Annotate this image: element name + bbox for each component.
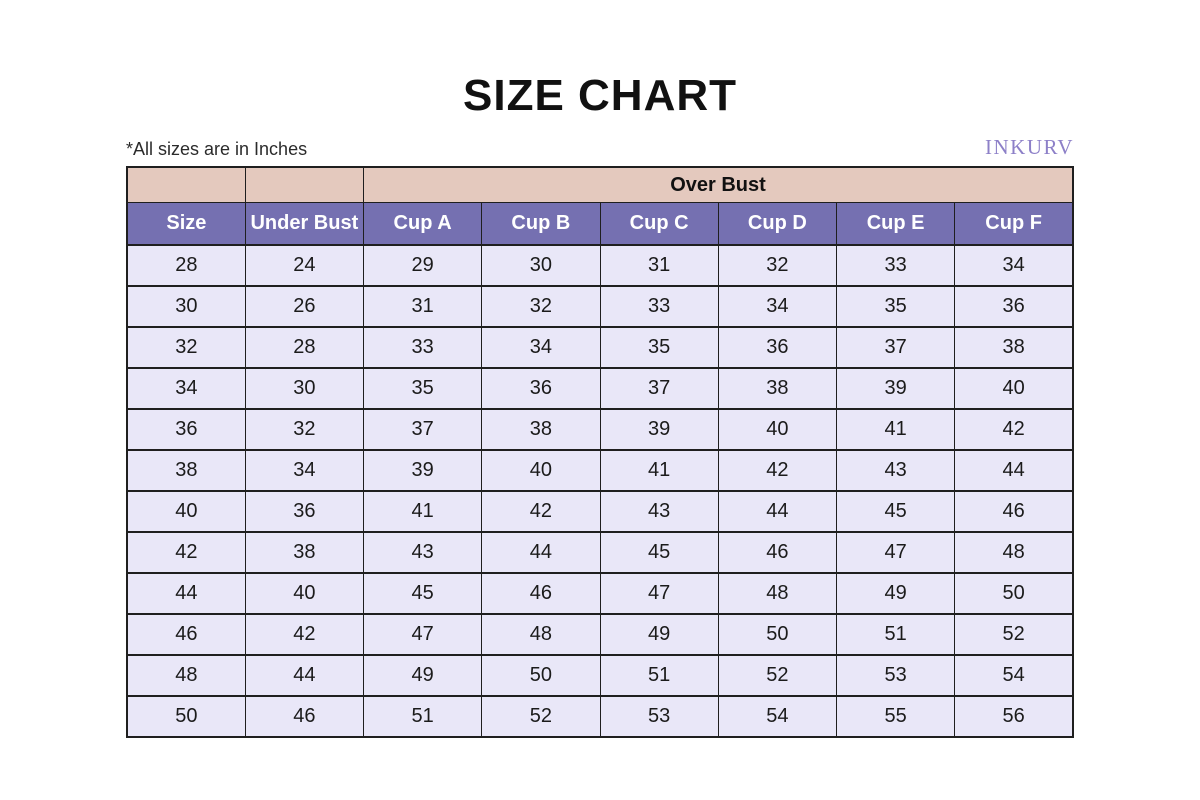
table-cell: 54 (718, 696, 836, 737)
table-cell: 49 (600, 614, 718, 655)
table-cell: 52 (955, 614, 1073, 655)
table-cell: 52 (718, 655, 836, 696)
table-cell: 41 (837, 409, 955, 450)
table-cell: 42 (718, 450, 836, 491)
table-cell: 49 (364, 655, 482, 696)
column-header-cup-b: Cup B (482, 203, 600, 246)
table-cell: 43 (837, 450, 955, 491)
table-cell: 53 (837, 655, 955, 696)
table-cell: 30 (245, 368, 363, 409)
table-cell: 39 (364, 450, 482, 491)
table-cell: 40 (955, 368, 1073, 409)
table-cell: 31 (600, 245, 718, 286)
table-cell: 46 (955, 491, 1073, 532)
table-cell: 38 (245, 532, 363, 573)
table-cell: 45 (600, 532, 718, 573)
table-cell: 35 (837, 286, 955, 327)
table-cell: 28 (127, 245, 245, 286)
table-cell: 28 (245, 327, 363, 368)
table-cell: 43 (600, 491, 718, 532)
table-cell: 46 (127, 614, 245, 655)
table-cell: 47 (837, 532, 955, 573)
table-cell: 48 (127, 655, 245, 696)
column-header-size: Size (127, 203, 245, 246)
table-cell: 39 (600, 409, 718, 450)
table-cell: 50 (482, 655, 600, 696)
column-header-cup-a: Cup A (364, 203, 482, 246)
table-cell: 53 (600, 696, 718, 737)
table-cell: 26 (245, 286, 363, 327)
table-cell: 50 (127, 696, 245, 737)
empty-cell-size-column (127, 167, 245, 203)
table-row (127, 491, 1073, 532)
size-table-body (127, 245, 1073, 737)
table-cell: 44 (127, 573, 245, 614)
units-note: *All sizes are in Inches (126, 139, 308, 159)
column-header-cup-e: Cup E (837, 203, 955, 246)
table-cell: 46 (482, 573, 600, 614)
table-cell: 36 (245, 491, 363, 532)
brand-logo: INKURV (985, 135, 1074, 159)
table-cell: 49 (837, 573, 955, 614)
table-cell: 34 (245, 450, 363, 491)
table-cell: 38 (127, 450, 245, 491)
table-cell: 24 (245, 245, 363, 286)
table-cell: 40 (245, 573, 363, 614)
table-cell: 40 (127, 491, 245, 532)
table-cell: 29 (364, 245, 482, 286)
column-header-under-bust: Under Bust (245, 203, 363, 246)
table-cell: 44 (718, 491, 836, 532)
column-header-cup-d: Cup D (718, 203, 836, 246)
table-cell: 40 (718, 409, 836, 450)
table-cell: 42 (245, 614, 363, 655)
table-row (127, 573, 1073, 614)
table-row (127, 327, 1073, 368)
table-cell: 47 (600, 573, 718, 614)
table-cell: 42 (127, 532, 245, 573)
table-cell: 35 (600, 327, 718, 368)
group-header-row (127, 167, 1073, 203)
page-title: SIZE CHART (463, 71, 737, 120)
column-header-cup-c: Cup C (600, 203, 718, 246)
table-cell: 33 (600, 286, 718, 327)
table-cell: 36 (955, 286, 1073, 327)
table-cell: 51 (600, 655, 718, 696)
table-cell: 51 (837, 614, 955, 655)
table-row (127, 409, 1073, 450)
table-cell: 42 (482, 491, 600, 532)
table-cell: 41 (600, 450, 718, 491)
column-header-cup-f: Cup F (955, 203, 1073, 246)
table-row (127, 450, 1073, 491)
empty-cell-underbust-column (245, 167, 363, 203)
table-row (127, 614, 1073, 655)
table-cell: 40 (482, 450, 600, 491)
meta-row (126, 135, 1074, 160)
table-cell: 50 (955, 573, 1073, 614)
table-cell: 51 (364, 696, 482, 737)
table-cell: 55 (837, 696, 955, 737)
table-cell: 48 (718, 573, 836, 614)
table-row (127, 286, 1073, 327)
table-cell: 43 (364, 532, 482, 573)
table-cell: 44 (955, 450, 1073, 491)
table-cell: 38 (955, 327, 1073, 368)
table-cell: 44 (482, 532, 600, 573)
table-cell: 33 (364, 327, 482, 368)
table-cell: 33 (837, 245, 955, 286)
table-cell: 36 (482, 368, 600, 409)
over-bust-group-header: Over Bust (364, 167, 1074, 203)
table-cell: 34 (127, 368, 245, 409)
column-header-row (127, 203, 1073, 246)
table-cell: 47 (364, 614, 482, 655)
table-cell: 56 (955, 696, 1073, 737)
table-row (127, 655, 1073, 696)
table-cell: 44 (245, 655, 363, 696)
table-row (127, 532, 1073, 573)
table-cell: 32 (718, 245, 836, 286)
table-cell: 45 (364, 573, 482, 614)
table-cell: 35 (364, 368, 482, 409)
table-cell: 48 (955, 532, 1073, 573)
size-chart-table (126, 166, 1074, 738)
table-cell: 46 (718, 532, 836, 573)
table-cell: 48 (482, 614, 600, 655)
table-cell: 31 (364, 286, 482, 327)
table-cell: 36 (127, 409, 245, 450)
table-cell: 30 (127, 286, 245, 327)
table-cell: 32 (127, 327, 245, 368)
table-row (127, 696, 1073, 737)
table-cell: 45 (837, 491, 955, 532)
table-cell: 37 (837, 327, 955, 368)
table-cell: 38 (718, 368, 836, 409)
table-cell: 38 (482, 409, 600, 450)
table-cell: 34 (955, 245, 1073, 286)
table-cell: 37 (600, 368, 718, 409)
table-cell: 32 (482, 286, 600, 327)
table-cell: 41 (364, 491, 482, 532)
table-cell: 52 (482, 696, 600, 737)
table-cell: 34 (718, 286, 836, 327)
table-cell: 30 (482, 245, 600, 286)
table-row (127, 245, 1073, 286)
table-cell: 34 (482, 327, 600, 368)
table-cell: 46 (245, 696, 363, 737)
table-row (127, 368, 1073, 409)
table-cell: 32 (245, 409, 363, 450)
table-cell: 50 (718, 614, 836, 655)
table-cell: 39 (837, 368, 955, 409)
table-cell: 37 (364, 409, 482, 450)
table-cell: 42 (955, 409, 1073, 450)
table-cell: 54 (955, 655, 1073, 696)
table-cell: 36 (718, 327, 836, 368)
